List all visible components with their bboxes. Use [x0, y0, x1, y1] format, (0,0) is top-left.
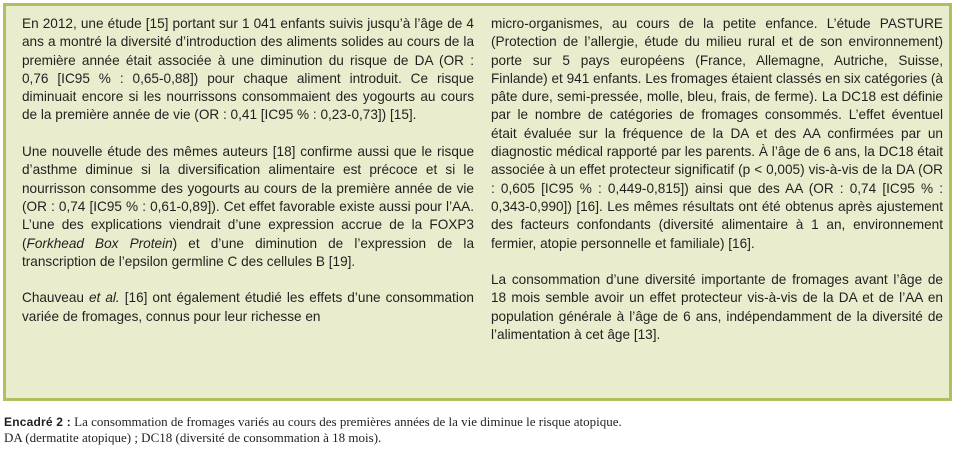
figure-caption	[4, 414, 949, 446]
paragraph-study-2012: En 2012, une étude [15] portant sur 1 041 enfants suivis jusqu’à l’âge de 4 ans a montré la diversité d’introduction des aliments solides au cours de la première année était associée à une diminution du risque de DA (OR : 0,76 [IC95 % : 0,65-0,88]) pour chaque aliment introduit. Ce risque diminuait encore si les nourrissons consommaient des yogourts au cours de la première année de vie (OR : 0,41 [IC95 % : 0,23-0,73]) [15].	[22, 16, 474, 123]
left-column	[22, 15, 474, 326]
right-column	[491, 15, 943, 344]
caption-text: La consommation de fromages variés au cours des premières années de la vie diminue le risque atopique.	[74, 414, 622, 429]
italic-term: Forkhead Box Protein	[26, 235, 173, 251]
paragraph-asthma-study: Une nouvelle étude des mêmes auteurs [18] confirme aussi que le risque d’asthme diminue si la diversification alimentaire est précoce et si le nourrisson consomme des yogourts au cours de la première année de vie (OR : 0,74 [IC95 % : 0,61-0,89]). Cet effet favorable existe aussi pour l’AA. L’une des explications viendrait d’une expression accrue de la FOXP3 (Forkhead Box Protein) et d’une diminution de l’expression de la transcription de l’epsilon germline C des cellules B [19].	[22, 144, 475, 269]
caption-line	[4, 414, 949, 430]
paragraph-conclusion: La consommation d’une diversité importante de fromages avant l’âge de 18 mois semble avoir un effet protecteur vis-à-vis de la DA et de l’AA en population générale à l’âge de 6 ans, indépendamment de la diversité de l’alimentation à cet âge [13].	[491, 272, 943, 343]
caption-label: Encadré 2 :	[4, 415, 71, 429]
encadre-box	[3, 3, 952, 401]
italic-term: et al.	[89, 290, 120, 306]
paragraph-chauveau: Chauveau et al. [16] ont également étudié les effets d’une consommation variée de fromages, connus pour leur richesse en	[22, 290, 474, 324]
caption-abbreviations: DA (dermatite atopique) ; DC18 (diversité de consommation à 18 mois).	[4, 430, 382, 445]
paragraph-pasture-study: micro-organismes, au cours de la petite enfance. L’étude PASTURE (Protection de l’allergie, étude du milieu rural et de son environnement) porte sur 5 pays européens (France, Allemagne, Autriche, Suisse, Finlande) et 941 enfants. Les fromages étaient classés en six catégories (à pâte dure, semi-pressée, molle, bleu, frais, de ferme). La DC18 est définie par le nombre de catégories de fromages consommés. L’effet éventuel était évaluée sur la fréquence de la DA et des AA confirmées par un diagnostic médical rapporté par les parents. À l’âge de 6 ans, la DC18 était associée à un effet protecteur significatif (p < 0,005) vis-à-vis de la DA (OR : 0,605 [IC95 % : 0,449-0,815]) ainsi que des AA (OR : 0,74 [IC95 % : 0,343-0,990]) [16]. Les mêmes résultats ont été obtenus après ajustement des facteurs confondants (diversité alimentaire à 1 an, environnement fermier, atopie personnelle et familiale) [16].	[491, 16, 943, 251]
